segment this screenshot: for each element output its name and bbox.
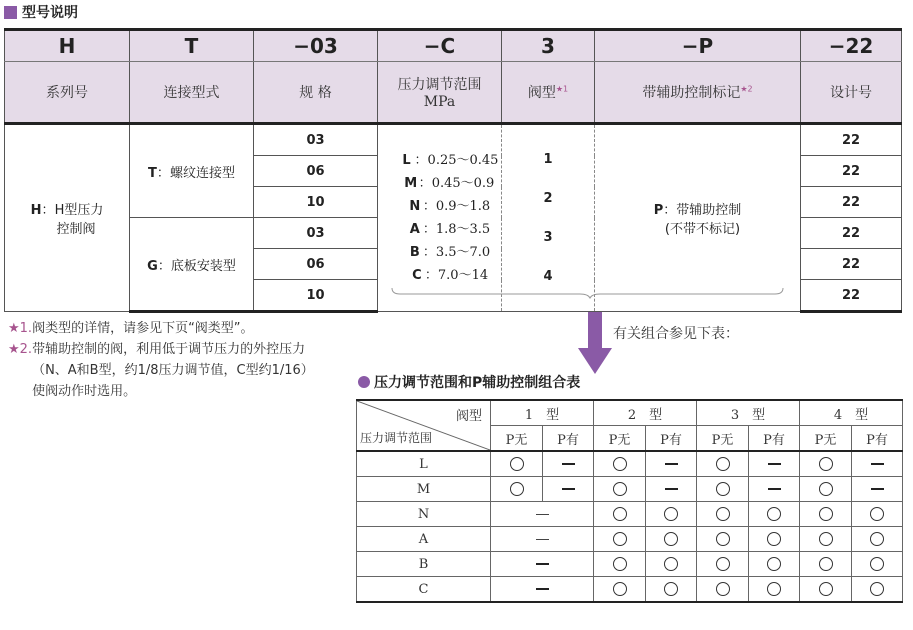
combo-cell-merged <box>491 527 594 552</box>
bracket-line <box>380 286 800 300</box>
aux-note: (不带不标记) <box>664 222 741 237</box>
dash-icon <box>871 488 884 490</box>
code-design: −22 <box>801 30 902 62</box>
circle-icon <box>716 582 730 596</box>
circle-icon <box>613 557 627 571</box>
combo-cell <box>800 527 852 552</box>
circle-icon <box>664 507 678 521</box>
footnotes <box>8 318 322 402</box>
combo-cell <box>646 527 697 552</box>
combo-cell <box>594 552 646 577</box>
combo-cell <box>852 577 903 603</box>
combo-cell <box>800 552 852 577</box>
circle-icon <box>767 507 781 521</box>
combo-row <box>357 527 903 552</box>
combo-cell <box>594 577 646 603</box>
section-title <box>4 2 78 22</box>
range-c: C ：7.0〜14 <box>412 268 489 283</box>
combo-row-label: C <box>357 577 491 603</box>
size-t-03: 03 <box>254 124 378 156</box>
design-2: 22 <box>801 156 902 187</box>
combo-cell <box>852 451 903 477</box>
circle-icon <box>819 557 833 571</box>
series-key: H <box>30 203 42 218</box>
bullet-dot-icon <box>358 376 370 388</box>
combo-cell <box>697 527 749 552</box>
section-title-text: 型号说明 <box>22 5 78 21</box>
combo-corner-cell <box>357 400 491 451</box>
circle-icon <box>870 532 884 546</box>
aux-cell: P：带辅助控制 (不带不标记) <box>595 124 801 312</box>
code-size: −03 <box>254 30 378 62</box>
circle-icon <box>716 457 730 471</box>
combo-cell <box>749 527 800 552</box>
combo-cell <box>594 477 646 502</box>
dash-icon <box>536 563 549 565</box>
combo-row <box>357 577 903 603</box>
combo-row <box>357 451 903 477</box>
section-square-icon <box>4 6 17 19</box>
circle-icon <box>716 532 730 546</box>
arrow-caption: 有关组合参见下表： <box>613 326 739 342</box>
series-text-2: 控制阀 <box>56 222 96 237</box>
label-pressure-unit: MPa <box>423 94 456 110</box>
combo-cell <box>749 477 800 502</box>
circle-icon <box>613 457 627 471</box>
combo-cell <box>800 477 852 502</box>
code-connection: T <box>130 30 254 62</box>
combo-cell <box>697 577 749 603</box>
connection-g-key: G <box>147 258 158 274</box>
code-series: H <box>5 30 130 62</box>
design-6: 22 <box>801 280 902 312</box>
design-5: 22 <box>801 249 902 280</box>
footnote-2-mark: ★2. <box>8 342 33 357</box>
dash-icon <box>665 488 678 490</box>
combo-cell <box>543 451 594 477</box>
combo-row-label: M <box>357 477 491 502</box>
pressure-range-list <box>378 124 502 312</box>
circle-icon <box>716 557 730 571</box>
footnote-1-mark: ★1. <box>8 321 33 336</box>
combo-cell <box>852 527 903 552</box>
dash-icon <box>562 463 575 465</box>
dash-icon <box>562 488 575 490</box>
circle-icon <box>510 457 524 471</box>
footnote-2 <box>8 339 322 402</box>
circle-icon <box>613 507 627 521</box>
code-row <box>5 30 902 62</box>
size-g-10: 10 <box>254 280 378 312</box>
sub-p-none-2: P无 <box>594 426 646 452</box>
dash-icon <box>871 463 884 465</box>
combo-body <box>357 451 903 602</box>
label-size: 规 格 <box>254 62 378 124</box>
sub-p-none-4: P无 <box>800 426 852 452</box>
sub-p-yes-1: P有 <box>543 426 594 452</box>
combo-row <box>357 502 903 527</box>
label-series: 系列号 <box>5 62 130 124</box>
combo-type-4: 4 型 <box>800 400 903 426</box>
sub-p-yes-3: P有 <box>749 426 800 452</box>
circle-icon <box>767 532 781 546</box>
combo-cell <box>594 451 646 477</box>
combo-cell-merged <box>491 552 594 577</box>
combo-cell <box>852 552 903 577</box>
down-arrow-icon <box>578 312 612 376</box>
range-n: N ：0.9〜1.8 <box>409 199 491 214</box>
combo-cell <box>800 502 852 527</box>
circle-icon <box>819 457 833 471</box>
label-valve-type <box>502 62 595 124</box>
combo-cell <box>697 477 749 502</box>
circle-icon <box>664 582 678 596</box>
combo-cell <box>749 552 800 577</box>
label-aux <box>595 62 801 124</box>
range-l: L ：0.25〜0.45 <box>402 153 499 168</box>
combo-cell <box>749 577 800 603</box>
series-text-1: H型压力 <box>54 203 104 218</box>
combo-cell <box>491 477 543 502</box>
valve-type-1: 1 <box>543 152 553 167</box>
code-pressure: −C <box>378 30 502 62</box>
sub-p-none-3: P无 <box>697 426 749 452</box>
corner-valve-type: 阀型 <box>455 409 482 424</box>
combo-cell <box>646 477 697 502</box>
dash-icon <box>665 463 678 465</box>
code-valve-type: 3 <box>502 30 595 62</box>
combo-cell <box>852 502 903 527</box>
code-aux: −P <box>595 30 801 62</box>
body-row-1 <box>5 124 902 156</box>
sub-p-yes-4: P有 <box>852 426 903 452</box>
dash-icon <box>536 514 549 515</box>
combo-title-text: 压力调节范围和P辅助控制组合表 <box>374 375 581 391</box>
combo-cell <box>646 502 697 527</box>
star-2-mark: ★2 <box>740 84 753 94</box>
circle-icon <box>613 482 627 496</box>
size-t-10: 10 <box>254 187 378 218</box>
combo-type-2: 2 型 <box>594 400 697 426</box>
sub-p-yes-2: P有 <box>646 426 697 452</box>
combo-cell <box>697 502 749 527</box>
combo-cell <box>697 451 749 477</box>
combo-cell <box>646 577 697 603</box>
label-aux-text: 带辅助控制标记 <box>642 85 741 101</box>
connection-t-cell: T：螺纹连接型 <box>130 124 254 218</box>
footnote-2-text: 带辅助控制的阀，利用低于调节压力的外控压力（N、A和B型，约1/8压力调节值，C型约1/16）使阀动作时选用。 <box>32 342 314 399</box>
circle-icon <box>613 532 627 546</box>
combo-row-label: L <box>357 451 491 477</box>
star-1-mark: ★1 <box>555 84 569 94</box>
size-g-06: 06 <box>254 249 378 280</box>
combo-cell <box>852 477 903 502</box>
combo-cell <box>800 577 852 603</box>
combo-row-label: B <box>357 552 491 577</box>
combo-cell <box>543 477 594 502</box>
label-pressure-line1: 压力调节范围 <box>397 77 482 93</box>
label-pressure <box>378 62 502 124</box>
valve-type-list <box>502 124 595 312</box>
combo-row-label: N <box>357 502 491 527</box>
size-t-06: 06 <box>254 156 378 187</box>
connection-t-key: T <box>148 165 157 181</box>
circle-icon <box>767 582 781 596</box>
label-valve-type-text: 阀型 <box>527 85 556 101</box>
dash-icon <box>536 588 549 590</box>
circle-icon <box>870 582 884 596</box>
label-row <box>5 62 902 124</box>
combo-table <box>356 399 903 603</box>
dash-icon <box>768 463 781 465</box>
circle-icon <box>664 557 678 571</box>
aux-key: P <box>653 203 664 218</box>
combo-title <box>358 372 580 392</box>
aux-text: 带辅助控制 <box>676 203 742 218</box>
design-1: 22 <box>801 124 902 156</box>
label-connection: 连接型式 <box>130 62 254 124</box>
connection-g-cell: G：底板安装型 <box>130 218 254 312</box>
circle-icon <box>510 482 524 496</box>
circle-icon <box>870 557 884 571</box>
combo-cell <box>800 451 852 477</box>
sub-p-none-1: P无 <box>491 426 543 452</box>
circle-icon <box>613 582 627 596</box>
combo-cell <box>491 451 543 477</box>
footnote-1 <box>8 318 322 339</box>
combo-row <box>357 477 903 502</box>
valve-type-3: 3 <box>543 230 553 245</box>
combo-cell <box>749 451 800 477</box>
dash-icon <box>768 488 781 490</box>
dash-icon <box>536 539 549 540</box>
combo-cell <box>594 502 646 527</box>
combo-row-label: A <box>357 527 491 552</box>
footnote-1-text: 阀类型的详情，请参见下页“阀类型”。 <box>32 321 254 336</box>
circle-icon <box>819 482 833 496</box>
combo-cell <box>697 552 749 577</box>
range-a: A ：1.8〜3.5 <box>409 222 491 237</box>
circle-icon <box>819 507 833 521</box>
combo-cell <box>646 552 697 577</box>
combo-type-3: 3 型 <box>697 400 800 426</box>
range-b: B ：3.5〜7.0 <box>409 245 491 260</box>
circle-icon <box>767 557 781 571</box>
combo-cell-merged <box>491 577 594 603</box>
design-3: 22 <box>801 187 902 218</box>
range-m: M ：0.45〜0.9 <box>404 176 495 191</box>
design-4: 22 <box>801 218 902 249</box>
label-design: 设计号 <box>801 62 902 124</box>
combo-cell <box>594 527 646 552</box>
valve-type-4: 4 <box>543 269 553 284</box>
circle-icon <box>716 482 730 496</box>
combo-cell-merged <box>491 502 594 527</box>
combo-cell <box>646 451 697 477</box>
corner-pressure-range: 压力调节范围 <box>360 431 433 445</box>
series-cell: H：H型压力 控制阀 <box>5 124 130 312</box>
combo-row <box>357 552 903 577</box>
combo-cell <box>749 502 800 527</box>
circle-icon <box>819 582 833 596</box>
circle-icon <box>716 507 730 521</box>
connection-t-text: 螺纹连接型 <box>169 165 235 181</box>
circle-icon <box>664 532 678 546</box>
combo-type-1: 1 型 <box>491 400 594 426</box>
circle-icon <box>819 532 833 546</box>
valve-type-2: 2 <box>543 191 553 206</box>
combo-header-row-1 <box>357 400 903 426</box>
circle-icon <box>870 507 884 521</box>
connection-g-text: 底板安装型 <box>170 258 236 274</box>
model-code-table <box>4 28 902 313</box>
size-g-03: 03 <box>254 218 378 249</box>
